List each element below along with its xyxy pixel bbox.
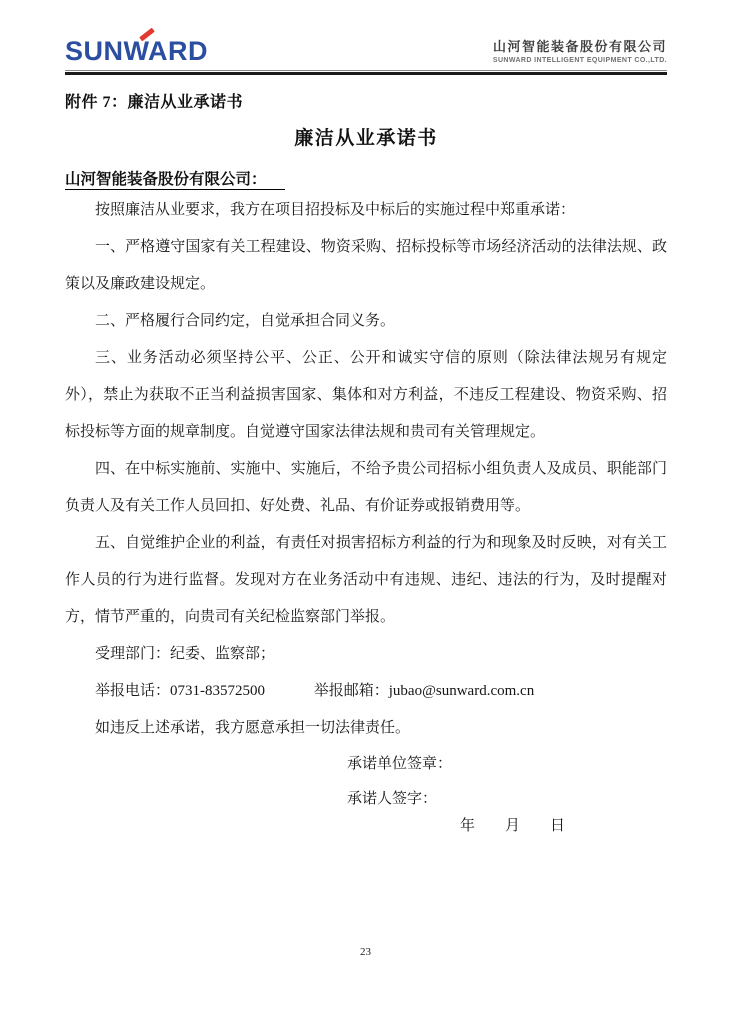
letterhead-rule-thin bbox=[65, 70, 667, 71]
attachment-label: 附件 7：廉洁从业承诺书 bbox=[65, 94, 244, 111]
paragraph-item-5: 五、自觉维护企业的利益，有责任对损害招标方利益的行为和现象及时反映，对有关工作人员的行为进行监督。发现对方在业务活动中有违规、违纪、违法的行为，及时提醒对方，情节严重的，向贵司有关纪检监察部门举报。 bbox=[65, 535, 667, 625]
letterhead bbox=[65, 33, 667, 65]
paragraph-intro: 按照廉洁从业要求，我方在项目招投标及中标后的实施过程中郑重承诺： bbox=[95, 202, 576, 218]
closing-line: 如违反上述承诺，我方愿意承担一切法律责任。 bbox=[95, 720, 411, 736]
salutation-text: 山河智能装备股份有限公司： bbox=[65, 171, 285, 190]
paragraph-item-3: 三、业务活动必须坚持公平、公正、公开和诚实守信的原则（除法律法规另有规定外），禁止为获取不正当利益损害国家、集体和对方利益，不违反工程建设、物资采购、招标投标等方面的规章制度。自觉遵守国家法律法规和贵司有关管理规定。 bbox=[65, 350, 667, 440]
report-email: 举报邮箱：jubao@sunward.com.cn bbox=[313, 683, 535, 699]
report-phone: 举报电话：0731-83572500 bbox=[95, 683, 265, 699]
salutation-line bbox=[65, 167, 667, 189]
paragraph-item-4: 四、在中标实施前、实施中、实施后，不给予贵公司招标小组负责人及成员、职能部门负责人及有关工作人员回扣、好处费、礼品、有价证券或报销费用等。 bbox=[65, 461, 667, 514]
signature-block bbox=[347, 747, 667, 817]
company-name-chinese: 山河智能装备股份有限公司 bbox=[492, 39, 667, 54]
report-contact-line bbox=[65, 673, 667, 710]
date-line: 年 月 日 bbox=[460, 818, 566, 834]
paragraph-item-1: 一、严格遵守国家有关工程建设、物资采购、招标投标等市场经济活动的法律法规、政策以及廉政建设规定。 bbox=[65, 239, 667, 292]
sunward-logo bbox=[65, 37, 208, 65]
unit-seal-label: 承诺单位签章： bbox=[347, 756, 453, 772]
paragraph-item-2: 二、严格履行合同约定，自觉承担合同义务。 bbox=[95, 313, 396, 329]
signer-label: 承诺人签字： bbox=[347, 791, 438, 807]
letterhead-rule-thick bbox=[65, 72, 667, 75]
sunward-logo-text: SUNWARD bbox=[65, 36, 208, 66]
page-number: 23 bbox=[360, 946, 371, 958]
body-text bbox=[65, 192, 667, 747]
accepting-department-line: 受理部门：纪委、监察部； bbox=[95, 646, 276, 662]
page-title: 廉洁从业承诺书 bbox=[294, 128, 438, 149]
company-name-block bbox=[493, 36, 667, 65]
company-name-english: SUNWARD INTELLIGENT EQUIPMENT CO.,LTD. bbox=[492, 57, 667, 64]
